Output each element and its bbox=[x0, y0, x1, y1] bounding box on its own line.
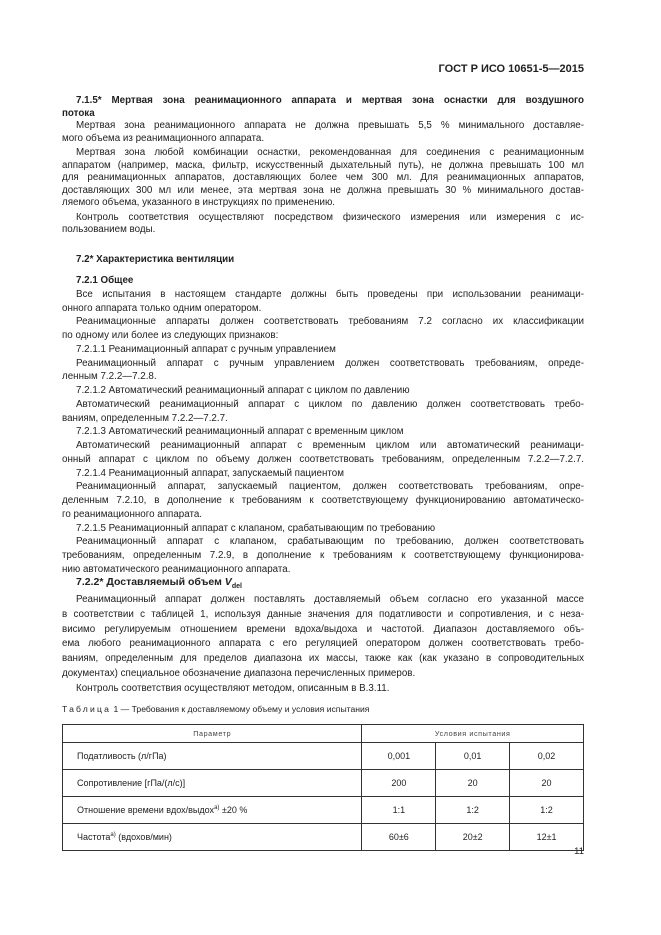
text-line: 7.2.1.5 Реанимационный аппарат с клапаном, срабатывающим по требованию bbox=[76, 522, 436, 534]
table-row bbox=[63, 824, 584, 851]
value-cell: 20±2 bbox=[436, 824, 510, 851]
text-line: 7.2.1.1 Реанимационный аппарат с ручным управлением bbox=[76, 343, 336, 355]
text-line: Автоматический реанимационный аппарат с циклом по давлению должен соответствовать требо- bbox=[76, 398, 584, 410]
paragraph: Мертвая зона любой комбинации оснастки, рекомендованная для соединения с реанимационным аппаратом (например, маска, фильтр, искусственный дыхательный путь), не должна превышать 100 мл для реанимационных аппаратов, доставляющих более чем 300 мл. Для реанимационных аппаратов, доставляющих 300 мл или менее, эта мертвая зона не должна превышать 30 % минимального достав- ляемого объема, указанного в инструкциях по применению. bbox=[62, 147, 584, 208]
paragraph: Контроль соответствия осуществляют посредством физического измерения или измерения с ис- пользованием воды. bbox=[62, 211, 584, 235]
text-line: документах) специальное обозначение диапазона перечисленных примеров. bbox=[62, 667, 416, 679]
value-cell: 0,001 bbox=[362, 743, 436, 770]
table-row bbox=[63, 770, 584, 797]
text-line: Контроль соответствия осуществляют методом, описанным в В.3.11. bbox=[76, 682, 390, 694]
text-line: го реанимационного аппарата. bbox=[62, 508, 203, 520]
table-header-row bbox=[63, 725, 584, 743]
value-cell: 1:1 bbox=[362, 797, 436, 824]
parameter-cell: Отношение времени вдох/выдох$^{a)}$ ±20 % bbox=[63, 797, 362, 824]
text-line: висимо регулируемым отношением времени вдоха/выдоха и частотой. Диапазон доставляемого объ- bbox=[62, 623, 584, 635]
text-line: Реанимационный аппарат, запускаемый пациентом, должен соответствовать требованиям, опре- bbox=[76, 481, 584, 493]
section-7-1-5 bbox=[62, 95, 584, 237]
section-7-2-1 bbox=[62, 274, 584, 577]
text-line: Все испытания в настоящем стандарте должны быть проведены при использовании реанимаци- bbox=[76, 288, 584, 300]
parameter-cell: Сопротивление [гПа/(л/с)] bbox=[63, 770, 362, 797]
value-cell: 12±1 bbox=[510, 824, 584, 851]
value-cell: 0,02 bbox=[510, 743, 584, 770]
table-row bbox=[63, 797, 584, 824]
text-line: требованиям, определенным 7.2.9, в дополнение к требованиям к соответствующему функционирова- bbox=[62, 550, 584, 561]
text-line: ема любого реанимационного аппарата с его регуляцией оператором должен соответствовать требо- bbox=[62, 638, 584, 650]
value-cell: 20 bbox=[436, 770, 510, 797]
text-line: Реанимационный аппарат с ручным управлением должен соответствовать требованиям, опреде- bbox=[76, 357, 584, 369]
text-line: ваниям, определенным 7.2.2—7.2.7. bbox=[62, 412, 228, 424]
paragraph: Мертвая зона реанимационного аппарата не должна превышать 5,5 % минимального доставляе- мого объема из реанимационного аппарата. bbox=[62, 120, 584, 144]
text-line: Реанимационный аппарат должен поставлять доставляемый объем согласно его указанной массе bbox=[76, 594, 584, 605]
value-cell: 20 bbox=[510, 770, 584, 797]
requirements-table bbox=[62, 724, 584, 851]
text-line: 7.2.1.4 Реанимационный аппарат, запускаемый пациентом bbox=[76, 467, 344, 479]
parameter-cell: Частота$^{a)}$ (вдохов/мин) bbox=[63, 824, 362, 851]
value-cell: 60±6 bbox=[362, 824, 436, 851]
table-row bbox=[63, 743, 584, 770]
section-heading-7-2-2: 7.2.2* Доставляемый объем $V_{del}$ bbox=[76, 576, 242, 591]
parameter-cell: Податливость (л/гПа) bbox=[63, 743, 362, 770]
text-line: Реанимационный аппарат с клапаном, срабатывающим по требованию, должен соответствовать bbox=[76, 536, 584, 548]
text-line: 7.2.1.3 Автоматический реанимационный аппарат с временным циклом bbox=[76, 426, 404, 438]
text-line: онный аппарат с циклом по объему должен соответствовать требованиям, определенным 7.2.2—7.2.7. bbox=[62, 453, 584, 465]
text-line: по одному или более из следующих признаков: bbox=[62, 330, 279, 341]
text-line: 7.2.1 Общее bbox=[76, 275, 134, 286]
section-heading-7-2: 7.2* Характеристика вентиляции bbox=[76, 254, 235, 265]
page-number: 11 bbox=[574, 846, 584, 857]
value-cell: 1:2 bbox=[436, 797, 510, 824]
value-cell: 1:2 bbox=[510, 797, 584, 824]
text-line: Автоматический реанимационный аппарат с временным циклом или автоматический реанимаци- bbox=[76, 440, 584, 451]
document-code: ГОСТ Р ИСО 10651-5—2015 bbox=[438, 63, 584, 75]
header-test-conditions: Условия испытания bbox=[362, 725, 584, 743]
text-line: в соответствии с таблицей 1, используя данные значения для податливости и сопротивления, и с неза- bbox=[62, 608, 584, 620]
text-line: деленным 7.2.10, в дополнение к требованиям к соответствующему функционированию автоматическо- bbox=[62, 495, 584, 506]
text-line: ваниям, определенным для пределов диапазона их массы, также как (как указано в сопроводительных bbox=[62, 653, 584, 665]
section-heading: 7.1.5* Мертвая зона реанимационного аппарата и мертвая зона оснастки для воздушного потока bbox=[62, 95, 584, 119]
text-line: нию автоматического реанимационного аппарата. bbox=[62, 563, 291, 575]
text-line: онного аппарата только одним оператором. bbox=[62, 302, 262, 314]
text-line: 7.2.1.2 Автоматический реанимационный аппарат с циклом по давлению bbox=[76, 385, 410, 396]
section-7-2-2-body bbox=[62, 593, 584, 697]
text-line: Реанимационные аппараты должен соответствовать требованиям 7.2 согласно их классификации bbox=[76, 316, 584, 328]
header-parameter: Параметр bbox=[63, 725, 362, 743]
value-cell: 200 bbox=[362, 770, 436, 797]
value-cell: 0,01 bbox=[436, 743, 510, 770]
table-caption: Таблица 1 — Требования к доставляемому объему и условия испытания bbox=[62, 704, 370, 714]
text-line: ленным 7.2.2—7.2.8. bbox=[62, 371, 157, 383]
